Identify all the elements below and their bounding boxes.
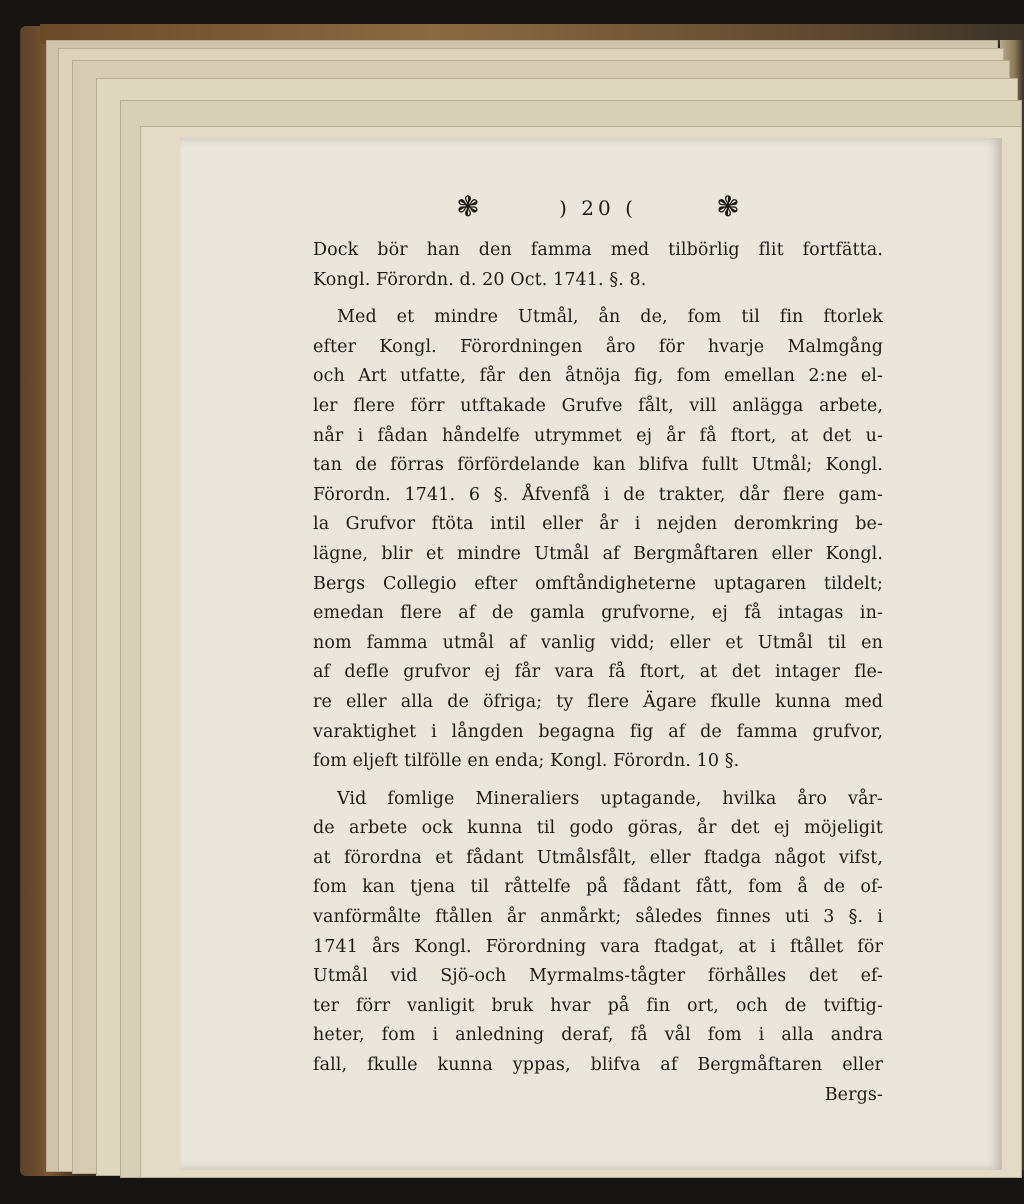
paragraph-gap — [313, 295, 883, 303]
text-line: Förordn. 1741. 6 §. Åfvenfå i de trakter, dår flere gam- — [313, 484, 883, 505]
text-line: fall, fkulle kunna yppas, blifva af Bergmåftaren eller — [313, 1055, 883, 1076]
page-header — [313, 190, 883, 230]
text-line: la Grufvor ftöta intil eller år i nejden deromkring be- — [313, 514, 883, 535]
flower-ornament-icon: ❃ — [716, 190, 740, 223]
text-line: Vid fomlige Mineraliers uptagande, hvilka åro vår- — [337, 788, 883, 809]
text-line: ler flere förr utftakade Grufve fålt, vill anlägga arbete, — [313, 395, 883, 416]
text-line: når i fådan håndelfe utrymmet ej år få ftort, at det u- — [313, 425, 883, 446]
text-line: 1741 års Kongl. Förordning vara ftadgat, at i ftållet för — [313, 936, 883, 957]
text-line: fom eljeft tilfölle en enda; Kongl. Förordn. 10 §. — [313, 751, 740, 772]
page-text-block — [313, 190, 883, 1110]
catchword: Bergs- — [824, 1084, 883, 1105]
page-body — [313, 236, 883, 1081]
text-line: fom kan tjena til råttelfe på fådant fått, fom å de of- — [313, 877, 883, 898]
book-page — [180, 138, 1002, 1170]
text-line: varaktighet i långden begagna fig af de famma grufvor, — [313, 721, 883, 742]
paragraph — [313, 303, 883, 777]
flower-ornament-icon: ❃ — [456, 190, 480, 223]
text-line: emedan flere af de gamla grufvorne, ej få intagas in- — [313, 603, 883, 624]
text-line: Utmål vid Sjö-och Myrmalms-tågter förhålles det ef- — [313, 966, 883, 987]
text-line: Dock bör han den famma med tilbörlig flit fortfätta. — [313, 240, 883, 260]
text-line: at förordna et fådant Utmålsfålt, eller ftadga något vifst, — [313, 847, 883, 868]
text-line: de arbete ock kunna til godo göras, år det ej möjeligit — [313, 818, 883, 839]
text-line: ter förr vanligit bruk hvar på fin ort, och de tviftig- — [313, 995, 883, 1016]
text-line: efter Kongl. Förordningen åro för hvarje Malmgång — [313, 336, 883, 357]
page-number: ) 20 ( — [559, 196, 637, 220]
text-line: vanförmålte ftållen år anmårkt; således finnes uti 3 §. i — [313, 907, 883, 928]
paragraph — [313, 236, 883, 295]
paragraph-gap — [313, 777, 883, 785]
text-line: heter, fom i anledning deraf, få vål fom i alla andra — [313, 1025, 883, 1046]
text-line: tan de förras förfördelande kan blifva fullt Utmål; Kongl. — [313, 455, 883, 476]
text-line: nom famma utmål af vanlig vidd; eller et Utmål til en — [313, 632, 883, 653]
text-line: Med et mindre Utmål, ån de, fom til fin ftorlek — [337, 307, 883, 328]
text-line: Kongl. Förordn. d. 20 Oct. 1741. §. 8. — [313, 269, 647, 290]
text-line: Bergs Collegio efter omftåndigheterne uptagaren tildelt; — [313, 573, 883, 594]
text-line: lägne, blir et mindre Utmål af Bergmåftaren eller Kongl. — [313, 543, 883, 564]
text-line: och Art utfatte, får den åtnöja fig, fom emellan 2:ne el- — [313, 366, 883, 387]
text-line: re eller alla de öfriga; ty flere Ägare fkulle kunna med — [313, 691, 883, 712]
paragraph — [313, 785, 883, 1081]
text-line: af defle grufvor ej får vara få ftort, at det intager fle- — [313, 662, 883, 683]
